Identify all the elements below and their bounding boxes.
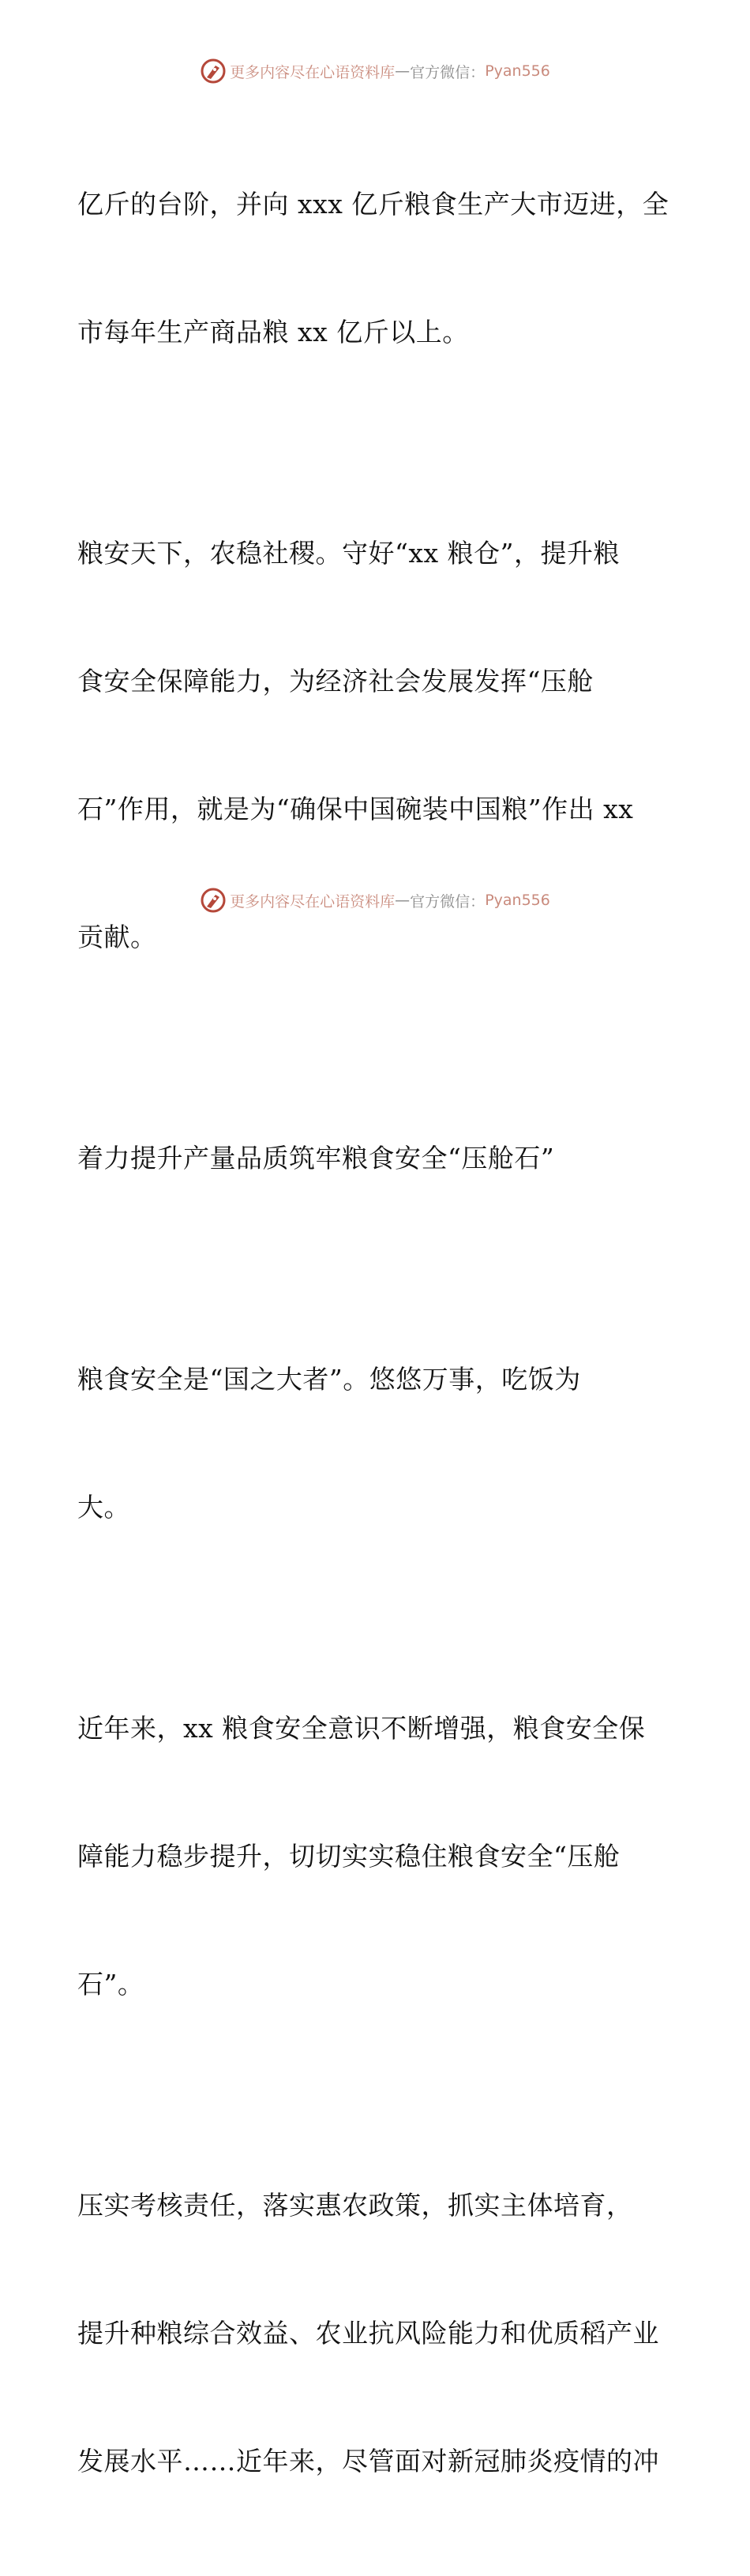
paragraph [77, 2099, 677, 2568]
watermark-official-label: 官方微信： [410, 892, 486, 911]
footer-watermark [0, 884, 750, 916]
watermark-dash: — [395, 892, 411, 909]
section-heading [77, 1052, 677, 1265]
text-line: 食安全保障能力，为经济社会发展发挥“压舱 [77, 666, 594, 697]
watermark-wechat-id: Pyan556 [485, 62, 550, 80]
text-line: 提升种粮综合效益、农业抗风险能力和优质稻产业 [77, 2318, 659, 2349]
text-line: 压实考核责任，落实惠农政策，抓实主体培育， [77, 2190, 633, 2221]
paragraph [77, 1622, 677, 2091]
watermark-brand: 更多内容尽在心语资料库 [230, 63, 396, 81]
paragraph [77, 447, 677, 1044]
pen-nib-icon [200, 58, 227, 84]
watermark-brand: 更多内容尽在心语资料库 [230, 892, 396, 911]
text-line: 贡献。 [77, 922, 157, 952]
text-line: 近年来，xx 粮食安全意识不断增强，粮食安全保 [77, 1713, 646, 1744]
text-line: 粮安天下，农稳社稷。守好“xx 粮仓”，提升粮 [77, 538, 620, 569]
text-line: 着力提升产量品质筑牢粮食安全“压舱石” [77, 1143, 555, 1173]
text-line: 石”。 [77, 1969, 144, 2000]
text-line: 粮食安全是“国之大者”。悠悠万事，吃饭为 [77, 1364, 581, 1395]
document-body [77, 98, 677, 2576]
header-watermark [0, 55, 750, 87]
watermark-official-label: 官方微信： [410, 63, 486, 81]
text-line: 发展水平……近年来，尽管面对新冠肺炎疫情的冲 [77, 2446, 659, 2476]
pen-nib-icon [200, 887, 227, 914]
paragraph [77, 98, 677, 439]
text-line: 障能力稳步提升，切切实实稳住粮食安全“压舱 [77, 1841, 621, 1872]
watermark-wechat-id: Pyan556 [485, 892, 550, 909]
text-line: 大。 [77, 1492, 130, 1523]
text-line: 市每年生产商品粮 xx 亿斤以上。 [77, 317, 469, 347]
text-line: 亿斤的台阶，并向 xxx 亿斤粮食生产大市迈进，全 [77, 189, 669, 220]
watermark-dash: — [395, 62, 411, 80]
paragraph [77, 1273, 677, 1614]
text-line: 石”作用，就是为“确保中国碗装中国粮”作出 xx [77, 794, 634, 824]
